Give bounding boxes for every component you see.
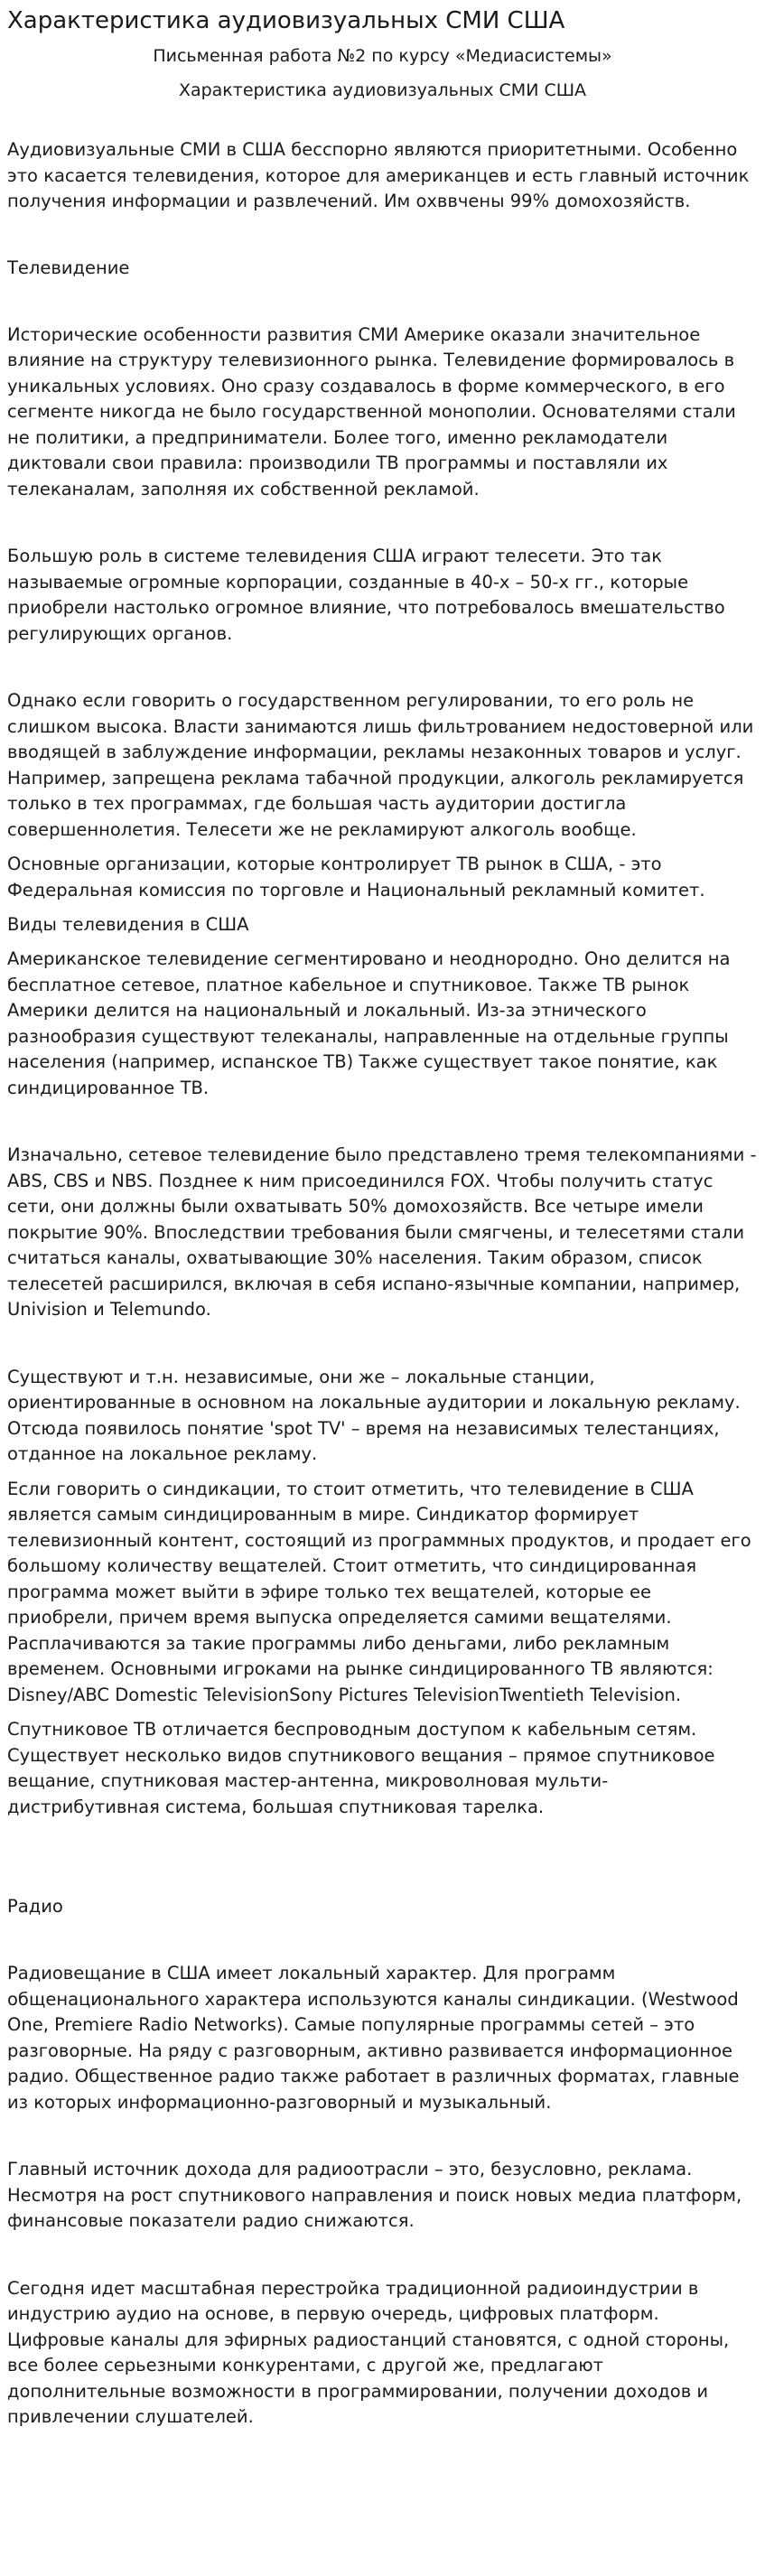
tv-paragraph-organizations: Основные организации, которые контролирует ТВ рынок в США, - это Федеральная комиссия по торговле и Национальный рекламный комитет. [7,854,705,901]
tv-paragraph-history: Исторические особенности развития СМИ Америке оказали значительное влияние на структуру телевизионного рынка. Телевидение формировалось в уникальных условиях. Оно сразу создавалось в форме коммерческого, в его сегменте никогда не было государственной монополии. Основателями стали не политики, а предприниматели. Более того, именно рекламодатели диктовали свои правила: производили ТВ программы и поставляли их телеканалам, заполняя их собственной рекламой. [7,323,736,499]
section-heading-tv: Телевидение [7,257,130,278]
types-paragraph-local-stations: Существуют и т.н. независимые, они же – локальные станции, ориентированные в основном на локальные аудитории и локальную рекламу. Отсюда появилось понятие 'spot TV' – время на независимых телестанциях, отданное на локальное рекламу. [7,1366,741,1464]
document-subtitle-repeat: Характеристика аудиовизуальных СМИ США [178,80,587,100]
document-title: Характеристика аудиовизуальных СМИ США [7,7,565,34]
types-paragraph-segments: Американское телевидение сегментировано и неоднородно. Оно делится на бесплатное сетевое, платное кабельное и спутниковое. Также ТВ рынок Америки делится на национальный и локальный. Из-за этнического разнообразия существуют телеканалы, направленные на отдельные группы населения (например, испанское ТВ) Также существует такое понятие, как синдицированное ТВ. [7,948,731,1098]
document-subtitle: Письменная работа №2 по курсу «Медиасистемы» [153,46,612,66]
radio-paragraph-digital: Сегодня идет масштабная перестройка традиционной радиоиндустрии в индустрию аудио на основе, в первую очередь, цифровых платформ. Цифровые каналы для эфирных радиостанций становятся, с одной стороны, все более серьезными конкурентами, с другой же, предлагают дополнительные возможности в программировании, получении доходов и привлечении слушателей. [7,2277,730,2427]
radio-paragraph-revenue: Главный источник дохода для радиоотрасли – это, безусловно, реклама. Несмотря на рост спутникового направления и поиск новых медиа платформ, финансовые показатели радио снижаются. [7,2159,742,2231]
types-paragraph-network-tv: Изначально, сетевое телевидение было представлено тремя телекомпаниями - ABS, CBS и NBS. Позднее к ним присоединился FOX. Чтобы получить статус сети, они должны были охватывать 50% домохозяйств. Все четыре имели покрытие 90%. Впоследствии требования были смягчены, и телесетями стали считаться каналы, охватывающие 30% населения. Таким образом, список телесетей расширился, включая в себя испано-язычные компании, например, Univision и Telemundo. [7,1144,757,1320]
section-heading-tv-types: Виды телевидения в США [7,914,249,935]
tv-paragraph-regulation: Однако если говорить о государственном регулировании, то его роль не слишком высока. Власти занимаются лишь фильтрованием недостоверной или вводящей в заблуждение информации, рекламы незаконных товаров и услуг. Например, запрещена реклама табачной продукции, алкоголь рекламируется только в тех программах, где большая часть аудитории достигла совершеннолетия. Телесети же не рекламируют алкоголь вообще. [7,690,754,840]
types-paragraph-syndication: Если говорить о синдикации, то стоит отметить, что телевидение в США является самым синдицированным в мире. Синдикатор формирует телевизионный контент, состоящий из программных продуктов, и продает его большому количеству вещателей. Стоит отметить, что синдицированная программа может выйти в эфире только тех вещателей, которые ее приобрели, причем время выпуска определяется самими вещателями. Расплачиваются за такие программы либо деньгами, либо рекламным временем. Основными игроками на рынке синдицированного ТВ являются: Disney/ABC Domestic TelevisionSony Pictures TelevisionTwentieth Television. [7,1478,751,1705]
section-heading-radio: Радио [7,1896,63,1917]
radio-paragraph-local: Радиовещание в США имеет локальный характер. Для программ общенационального характера используются каналы синдикации. (Westwood One, Premiere Radio Networks). Самые популярные программы сетей – это разговорные. На ряду с разговорным, активно развивается информационное радио. Общественное радио также работает в различных форматах, главные из которых информационно-разговорный и музыкальный. [7,1963,740,2113]
intro-paragraph: Аудиовизуальные СМИ в США бесспорно являются приоритетными. Особенно это касается телевидения, которое для американцев и есть главный источник получения информации и развлечений. Им охввчены 99% домохозяйств. [7,139,750,211]
tv-paragraph-networks: Большую роль в системе телевидения США играют телесети. Это так называемые огромные корпорации, созданные в 40-х – 50-х гг., которые приобрели настолько огромное влияние, что потребовалось вмешательство регулирующих органов. [7,546,725,644]
types-paragraph-satellite: Спутниковое ТВ отличается беспроводным доступом к кабельным сетям. Существует несколько видов спутникового вещания – прямое спутниковое вещание, спутниковая мастер-антенна, микроволновая мульти-дистрибутивная система, большая спутниковая тарелка. [7,1719,715,1817]
